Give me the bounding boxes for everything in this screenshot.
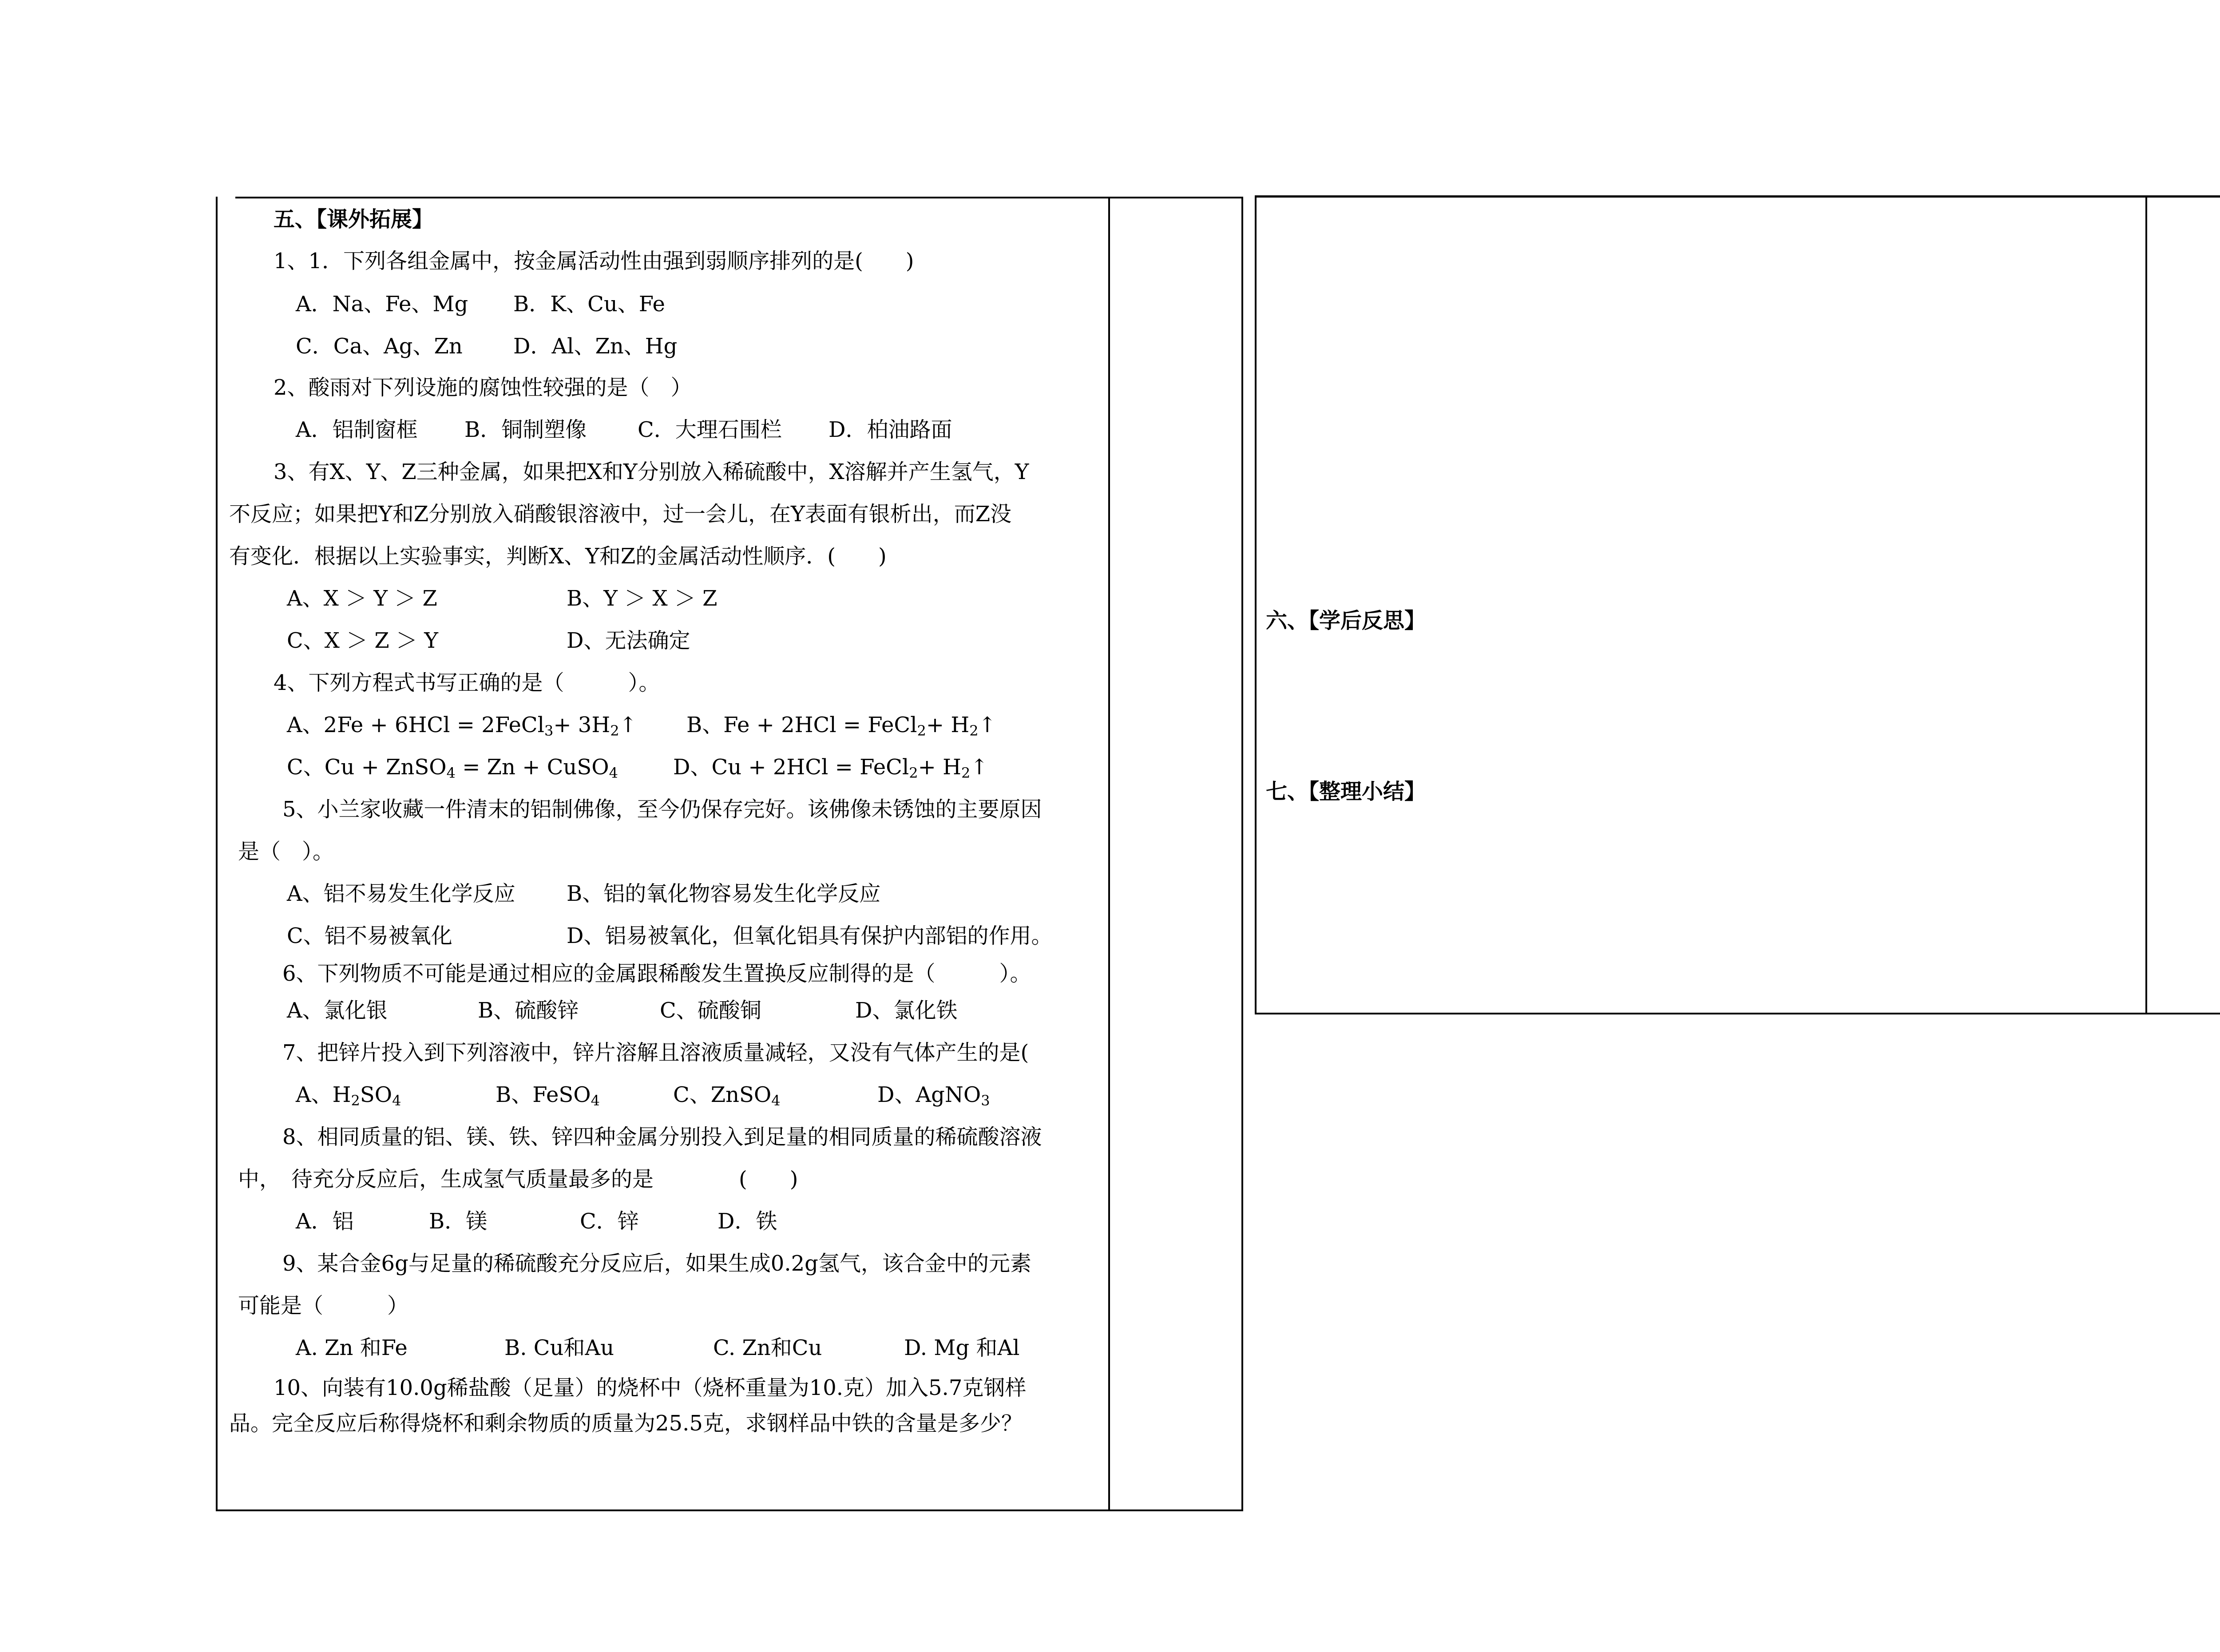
q1-stem: 1、1．下列各组金属中，按金属活动性由强到弱顺序排列的是( ) [274, 249, 914, 273]
q7-option-a: A、$H_2SO_4$ [296, 1082, 401, 1109]
right-table-divider [2145, 195, 2147, 1014]
right-table-top-border [1255, 195, 2220, 198]
q9-option-c: C. Zn和Cu [713, 1335, 822, 1360]
q8-option-d: D．铁 [718, 1209, 777, 1234]
q6-option-a: A、氯化银 [287, 998, 388, 1023]
q9-line-2: 可能是（ ） [238, 1293, 409, 1318]
right-table-bottom-border [1255, 1013, 2220, 1014]
right-table-left-border [1255, 195, 1257, 1014]
q10-line-2: 品。完全反应后称得烧杯和剩余物质的质量为25.5克，求钢样品中铁的含量是多少？ [229, 1411, 1023, 1436]
q5-option-b: B、铝的氧化物容易发生化学反应 [567, 881, 881, 906]
q7-stem: 7、把锌片投入到下列溶液中，锌片溶解且溶液质量减轻，又没有气体产生的是( [282, 1040, 1029, 1065]
q5-line-2: 是（ ）。 [238, 839, 334, 864]
q2-option-c: C．大理石围栏 [638, 417, 782, 442]
q5-option-d: D、铝易被氧化，但氧化铝具有保护内部铝的作用。 [567, 923, 1053, 948]
q4-option-b: B、Fe + 2HCl = FeCl$_2$+ $H_2↑$ [686, 713, 996, 739]
q2-option-a: A．铝制窗框 [296, 417, 418, 442]
q3-option-b: B、Y ＞ X ＞ Z [567, 586, 718, 611]
q9-option-d: D. Mg 和Al [904, 1335, 1020, 1360]
q5-option-c: C、铝不易被氧化 [287, 923, 452, 948]
q10-line-1: 10、向装有10.0g稀盐酸（足量）的烧杯中（烧杯重量为10.克）加入5.7克钢样 [274, 1375, 1027, 1400]
q4-option-c: C、Cu + ZnSO$_4$ = Zn + CuSO$_4$ [287, 755, 618, 781]
q6-option-c: C、硫酸铜 [660, 998, 761, 1023]
section-title-extension: 五、【课外拓展】 [274, 207, 434, 232]
q3-option-a: A、X ＞ Y ＞ Z [287, 586, 437, 611]
q2-option-d: D．柏油路面 [829, 417, 952, 442]
q3-option-d: D、无法确定 [567, 628, 690, 653]
q1-option-d: D．Al、Zn、Hg [513, 334, 678, 359]
q8-option-c: C．锌 [580, 1209, 639, 1234]
q9-line-1: 9、某合金6g与足量的稀硫酸充分反应后，如果生成0.2g氢气，该合金中的元素 [282, 1251, 1031, 1276]
q7-option-d: D、AgNO$_3$ [877, 1082, 990, 1109]
section-title-summary: 七、【整理小结】 [1266, 779, 1426, 804]
left-table-divider [1108, 197, 1110, 1511]
q3-line-2: 不反应；如果把Y和Z分别放入硝酸银溶液中，过一会儿，在Y表面有银析出，而Z没 [229, 502, 1012, 527]
q8-line-1: 8、相同质量的铝、镁、铁、锌四种金属分别投入到足量的相同质量的稀硫酸溶液 [282, 1125, 1042, 1149]
left-table-left-border [216, 197, 218, 1511]
q4-option-d: D、Cu + 2HCl = FeCl$_2$+ $H_2↑$ [673, 755, 988, 781]
q9-option-b: B. Cu和Au [504, 1335, 614, 1360]
q7-option-c: C、ZnSO$_4$ [673, 1082, 781, 1109]
q6-option-d: D、氯化铁 [855, 998, 958, 1023]
q3-line-1: 3、有X、Y、Z三种金属，如果把X和Y分别放入稀硫酸中，X溶解并产生氢气，Y [274, 460, 1029, 484]
q3-line-3: 有变化．根据以上实验事实，判断X、Y和Z的金属活动性顺序．( ) [229, 544, 887, 569]
q1-option-a: A．Na、Fe、Mg [296, 292, 468, 317]
q8-option-a: A．铝 [296, 1209, 354, 1234]
q5-option-a: A、铝不易发生化学反应 [287, 881, 515, 906]
q9-option-a: A. Zn 和Fe [296, 1335, 408, 1360]
q5-line-1: 5、小兰家收藏一件清末的铝制佛像，至今仍保存完好。该佛像未锈蚀的主要原因 [282, 797, 1042, 822]
q8-option-b: B．镁 [429, 1209, 488, 1234]
q4-option-a: A、2Fe + 6HCl = 2FeCl$_3$+ $3H_2↑$ [287, 713, 637, 739]
q4-stem: 4、下列方程式书写正确的是（ ）。 [274, 670, 660, 695]
q1-option-b: B．K、Cu、Fe [513, 292, 665, 317]
section-title-reflection: 六、【学后反思】 [1266, 608, 1426, 633]
left-table-bottom-border [216, 1509, 1243, 1511]
q6-stem: 6、下列物质不可能是通过相应的金属跟稀酸发生置换反应制得的是（ ）。 [282, 961, 1031, 986]
left-table-top-border [235, 197, 1243, 198]
q1-option-c: C．Ca、Ag、Zn [296, 334, 463, 359]
q3-option-c: C、X ＞ Z ＞ Y [287, 628, 438, 653]
q6-option-b: B、硫酸锌 [478, 998, 579, 1023]
q8-line-2: 中， 待充分反应后，生成氢气质量最多的是 ( ) [238, 1167, 798, 1192]
left-table-right-border [1241, 197, 1243, 1511]
q2-option-b: B．铜制塑像 [464, 417, 587, 442]
q2-stem: 2、酸雨对下列设施的腐蚀性较强的是（ ） [274, 375, 692, 400]
q7-option-b: B、FeSO$_4$ [496, 1082, 600, 1109]
